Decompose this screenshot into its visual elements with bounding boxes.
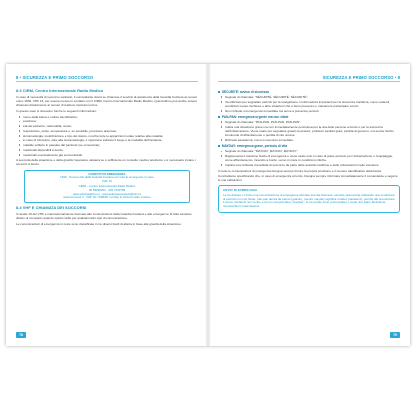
signal-label-mayday: MAYDAY: emergenza grave, pericolo di vita	[218, 144, 400, 148]
paragraph: A seconda della situazione e della gravità l'operatore valuterà se è sufficiente un consulto medico telefonico o è necessario inviare i soccorsi a bordo.	[16, 158, 196, 167]
list-item: medicinali disponibili a bordo;	[23, 148, 198, 152]
box-title: CONTATTI DI EMERGENZA	[88, 171, 126, 176]
box-line: 06 59290263 · 329 7233758	[88, 187, 126, 192]
running-header-text: SICUREZZA E PRIMO SOCCORSO • 8	[322, 75, 400, 80]
list-item: età del paziente, nazionalità, sesso;	[23, 124, 198, 128]
paragraph: In questo caso si dovranno fornire le seguenti informazioni:	[16, 109, 97, 114]
page-number: 79	[390, 332, 400, 338]
list-item: Implica una richiesta immediata di soccorso da parte delle autorità marittime e delle imbarcazioni nelle vicinanze.	[225, 163, 400, 167]
list-item: Segnale di chiamata: "SÉCURITÉ, SÉCURITÉ, SÉCURITÉ".	[225, 95, 400, 99]
square-bullet-icon	[218, 116, 220, 118]
box-line: telemedicina@cirm.it · telemedicinacomando@cirm.it	[72, 191, 142, 196]
running-header-left	[16, 76, 198, 82]
etymology-box	[218, 185, 400, 212]
emergency-contacts-box	[24, 170, 190, 203]
box-line: VHF 16	[102, 178, 112, 183]
list-item: Non richiede un'emergenza immediata ma serve a prevenire pericoli.	[225, 109, 400, 113]
section-number: 8.3	[16, 88, 22, 93]
box-line: CIRM – Centro Internazionale Radio Medico	[78, 184, 136, 189]
book-gutter-shadow	[205, 64, 211, 346]
running-header-text: 8 • SICUREZZA E PRIMO SOCCORSO	[16, 75, 94, 80]
paragraph: In tutte le comunicazioni di emergenza bisogna sempre fornire la propria posizione e il numero identificativo della barca.	[218, 168, 382, 173]
list-item: Richiede assistenza, ma non soccorso immediato.	[225, 138, 400, 142]
paragraph: Il canale 16 del VHF è internazionalmente riservato alle comunicazioni della Guardia Costiera e alle emergenze. È fatto assoluto divieto di occuparlo quando spazio radio per qualsiasi altro tipo di comunicazione.	[16, 212, 192, 221]
mayday-list	[218, 149, 400, 167]
list-item: respirazione, polso, temperatura e, se possibile, pressione arteriosa;	[23, 129, 198, 133]
left-page	[6, 64, 208, 346]
right-page	[208, 64, 410, 346]
right-page-content	[218, 88, 400, 213]
signal-label-securite: SÉCURITÉ: avviso di sicurezza	[218, 90, 400, 94]
box-line: www.cirmmed.it · VHF 16 / SSB/RT su tutte le stazioni radio costiere	[63, 195, 151, 200]
section-title: CIRM, Centro Internazionale Radio Medico	[22, 88, 104, 93]
left-page-content	[16, 88, 198, 227]
list-item: Va utilizzato per segnalare pericoli per la navigazione o informazioni importanti per la sicurezza marittima, come ostacoli, condizioni meteo rischiose o altre situazioni che è bene prevenire o mantenere partecipare a terzi.	[225, 100, 400, 108]
section-title: VHF E CHIAMATA DEI SOCCORSI	[22, 204, 87, 210]
list-item: malattie sofferte in passato dal paziente (se conosciute);	[23, 143, 198, 147]
list-item: nome della barca e codice identificativo;	[23, 115, 198, 119]
section-heading-cirm	[16, 89, 198, 93]
list-item: medicinali eventualmente già somministrati.	[23, 153, 198, 157]
list-item: Indica una situazione grave ma non immediatamente pericolosa per la vita delle persone a bordo o per la sicurezza dell'imbarcazione. Viene usato per segnalare guasti meccanici, problemi sanitari gravi, perdita di governo, ma senza rischio imminente di affondamento o perdita di vite umane.	[225, 125, 400, 137]
paragraph: In caso di necessità di soccorso sanitario, il comandante dovrà se chiamare il servizio di assistenza della Guardia Costiera ai numeri unico 1530, VHF 16, per essere messo in contatto con il CIRM, Centro Internazionale Radio Medico. Quest'ultimo può anche essere chiamato direttamente ai numeri di telefono riportati nel box.	[16, 95, 198, 108]
list-item: Segnale di chiamata: "PAN-PAN, PAN-PAN, PAN-PAN".	[225, 120, 400, 124]
info-list	[16, 115, 198, 157]
list-item: sintomatologia, localizzazione e tipo del dolore, nonché tutte le apparizioni notate relative alla malattia;	[23, 134, 198, 138]
square-bullet-icon	[218, 91, 220, 93]
section-heading-vhf	[16, 206, 198, 210]
box-line: 1530 · Numero blu della Guardia Costiera per tutte le emergenze in mare	[60, 175, 154, 180]
running-header-right	[218, 76, 400, 82]
paragraph: Concludiamo specificando che, in caso di emergenza a bordo, bisogna sempre informare immediatamente il comandante e seguire le sue indicazioni.	[218, 174, 398, 183]
box-title: UN PO' DI ETIMOLOGIA	[223, 187, 257, 192]
box-text: Le tre diciture e l'inizio una comunicazione di emergenza derivate tutti dal francese: sécurité (sicurezza) indicando una condizione di pericolo non più fluide, pan-pan deriva da panne (guasto), mentre mayday significa m'aidez (aiutatemi), perché dal pronunciare il suono rischia di non venire e di non comprendere "mayday". le tre parole sono pronunciate in modo che siano facilmente riconoscibili in trasmissione.	[223, 192, 396, 209]
paragraph: Le comunicazioni di emergenza in mare sono classificate in tre diversi livelli di allerta in base alla gravità della situazione:	[16, 221, 182, 226]
square-bullet-icon	[218, 145, 220, 147]
pan-pan-list	[218, 120, 400, 142]
list-item: Rappresenta il massimo livello di emergenza e viene usato solo in caso di grave pericolo per l'imbarcazione o l'equipaggio, come affondamento, incendio a bordo, uomo in mare in condizioni critiche.	[225, 154, 400, 162]
page-number: 78	[16, 332, 26, 338]
book-spread	[6, 64, 410, 346]
list-item: in caso di infortunio, oltre alla sintomatologia, è opportuno indicare il luogo e la modalità dell'incidente;	[23, 138, 198, 142]
section-number: 8.4	[16, 204, 22, 210]
list-item: Segnale di chiamata: "MAYDAY, MAYDAY, MAYDAY".	[225, 149, 400, 153]
list-item: posizione;	[23, 119, 198, 123]
securite-list	[218, 95, 400, 113]
signal-label-pan-pan: PAN-PAN: emergenza urgente ma non vitale	[218, 115, 400, 119]
